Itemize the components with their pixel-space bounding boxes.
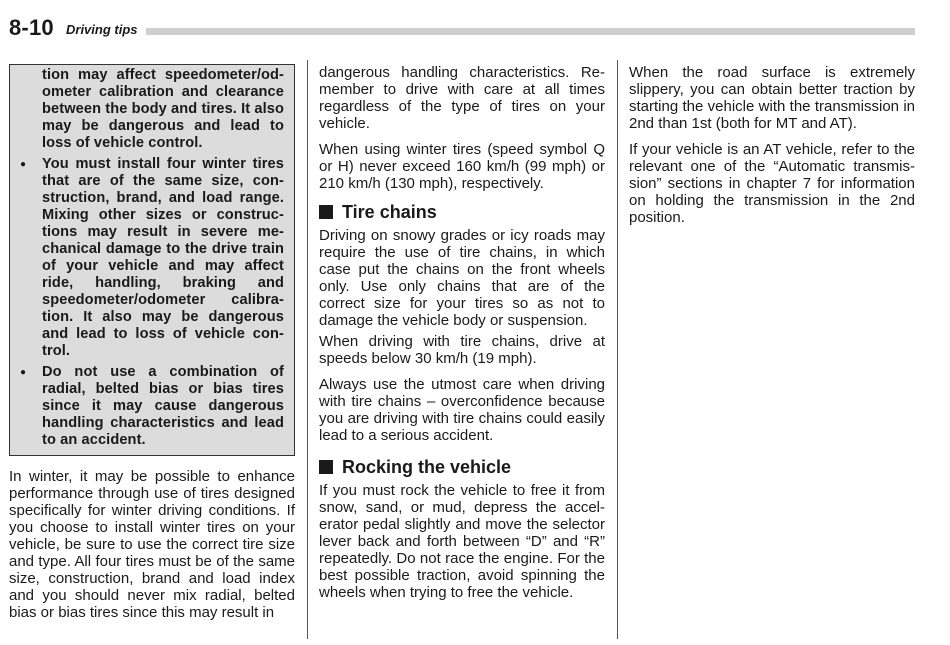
paragraph: Always use the utmost care when driving with tire chains – overconfidence because you are driving with tire chains could easily lead to a serious accident. — [319, 376, 605, 444]
rocking-vehicle-heading — [319, 456, 605, 478]
tire-chains-heading — [319, 201, 605, 223]
heading-text: Tire chains — [342, 202, 437, 222]
winter-tires-paragraph: In winter, it may be possible to enhance performance through use of tires designed specifically for winter driving conditions. If you choose to install winter tires on your vehicle, be sure to use the correct tire size and type. All four tires must be of the same size, construction, brand and load index and you should never mix radial, belted bias or bias tires since this may result in — [9, 468, 295, 621]
column-2 — [319, 64, 605, 610]
column-3 — [629, 64, 915, 235]
paragraph: If you must rock the vehicle to free it from snow, sand, or mud, depress the accel-erator pedal slightly and move the selector lever back and forth between “D” and “R” repeatedly. Do not race the engine. For the best possible traction, avoid spinning the wheels when trying to free the vehicle. — [319, 482, 605, 601]
heading-text: Rocking the vehicle — [342, 457, 512, 477]
square-bullet-icon — [319, 205, 333, 219]
caution-bullet: ● Do not use a combination of radial, belted bias or bias tires since it may cause dangerous handling characteristics and lead to an accident. — [20, 364, 284, 449]
paragraph: dangerous handling characteristics. Re-member to drive with care at all times regardless of the type of tires on your vehicle. — [319, 64, 605, 132]
column-divider — [617, 60, 618, 639]
paragraph: When using winter tires (speed symbol Q or H) never exceed 160 km/h (99 mph) or 210 km/h (130 mph), respectively. — [319, 141, 605, 192]
caution-box — [9, 64, 295, 456]
paragraph: When the road surface is extremely slippery, you can obtain better traction by starting the vehicle with the transmission in 2nd than 1st (both for MT and AT). — [629, 64, 915, 132]
page-header — [9, 14, 915, 42]
square-bullet-icon — [319, 460, 333, 474]
column-divider — [307, 60, 308, 639]
caution-bullet: ● You must install four winter tires that are of the same size, con-struction, brand, and load range. Mixing other sizes or construc-tions may result in severe me-chanical damage to the drive train of your vehicle and may affect ride, handling, braking and speedometer/odometer calibra-tion. It also may be dangerous and lead to loss of vehicle con-trol. — [20, 156, 284, 360]
paragraph: Driving on snowy grades or icy roads may require the use of tire chains, in which case put the chains on the front wheels only. Use only chains that are of the correct size for your tires so as not to damage the vehicle body or suspension. — [319, 227, 605, 329]
page-number: 8-10 — [9, 15, 54, 40]
header-rule — [146, 28, 915, 35]
paragraph: If your vehicle is an AT vehicle, refer to the relevant one of the “Automatic transmis-sion” sections in chapter 7 for information on holding the transmission in the 2nd position. — [629, 141, 915, 226]
column-1 — [9, 64, 295, 630]
section-title: Driving tips — [66, 22, 138, 37]
paragraph: When driving with tire chains, drive at speeds below 30 km/h (19 mph). — [319, 333, 605, 367]
caution-continued-text: tion may affect speedometer/od-ometer calibration and clearance between the body and tires. It also may be dangerous and lead to loss of vehicle control. — [42, 67, 284, 151]
